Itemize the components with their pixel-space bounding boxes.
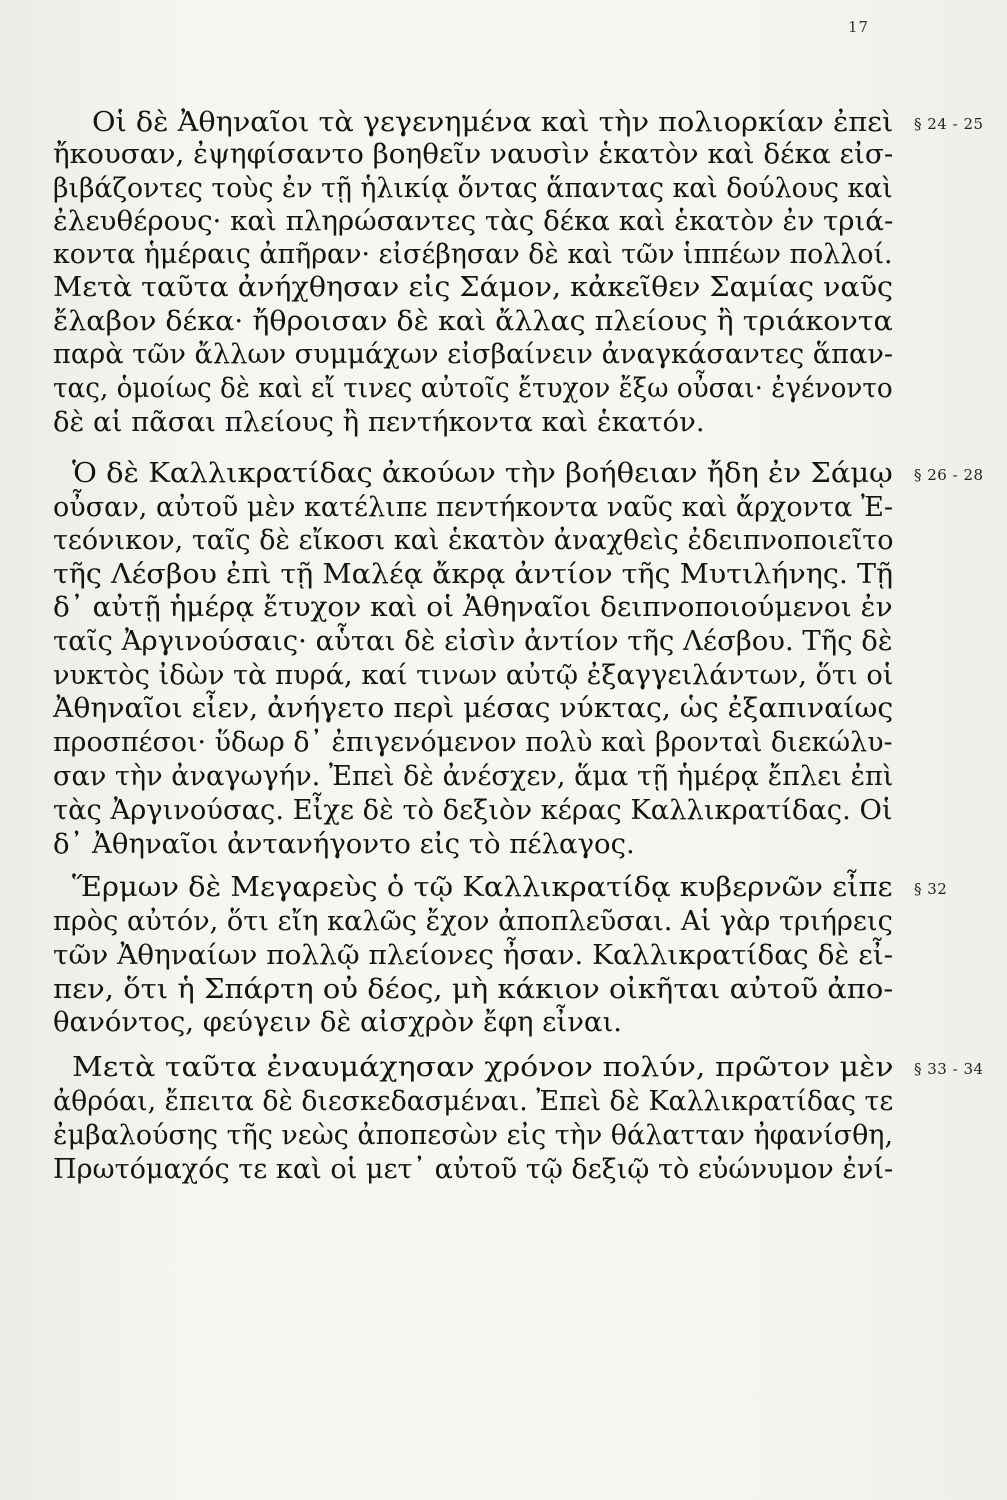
text-line: Ἕρμων δὲ Μεγαρεὺς ὁ τῷ Καλλικρατίδᾳ κυβερνῶν εἶπε [72,871,893,903]
text-line: σαν τὴν ἀναγωγήν. Ἐπεὶ δὲ ἀνέσχεν, ἅμα τῇ ἡμέρᾳ ἔπλει ἐπὶ [53,760,894,792]
text-line: ἐλευθέρους· καὶ πληρώσαντες τὰς δέκα καὶ ἑκατὸν ἐν τριά- [53,205,894,237]
section-reference: § 26 - 28 [914,466,984,484]
text-line: Μετὰ ταῦτα ἐναυμάχησαν χρόνον πολύν, πρῶτον μὲν [72,1051,894,1083]
text-line: βιβάζοντες τοὺς ἐν τῇ ἡλικίᾳ ὄντας ἅπαντας καὶ δούλους καὶ [53,172,893,204]
text-line: τεόνικον, ταῖς δὲ εἴκοσι καὶ ἑκατὸν ἀναχθεὶς ἐδειπνοποιεῖτο [53,524,894,556]
text-line: πρὸς αὐτόν, ὅτι εἴη καλῶς ἔχον ἀποπλεῦσαι. Αἱ γὰρ τριήρεις [53,905,893,937]
text-line: Ἀθηναῖοι εἶεν, ἀνήγετο περὶ μέσας νύκτας, ὡς ἐξαπιναίως [53,692,894,724]
text-line: δ᾽ Ἀθηναῖοι ἀντανήγοντο εἰς τὸ πέλαγος. [53,828,635,860]
section-reference: § 32 [914,880,948,898]
text-line: νυκτὸς ἰδὼν τὰ πυρά, καί τινων αὐτῷ ἐξαγγειλάντων, ὅτι οἱ [53,659,894,691]
text-line: τὰς Ἀργινούσας. Εἶχε δὲ τὸ δεξιὸν κέρας Καλλικρατίδας. Οἱ [53,794,893,826]
text-line: προσπέσοι· ὕδωρ δ᾽ ἐπιγενόμενον πολὺ καὶ βρονταὶ διεκώλυ- [53,726,893,758]
text-line: δὲ αἱ πᾶσαι πλείους ἢ πεντήκοντα καὶ ἑκατόν. [53,406,705,438]
text-line: ταῖς Ἀργινούσαις· αὗται δὲ εἰσὶν ἀντίον τῆς Λέσβου. Τῆς δὲ [53,625,893,657]
text-line: πεν, ὅτι ἡ Σπάρτη οὐ δέος, μὴ κάκιον οἰκῆται αὐτοῦ ἀπο- [53,973,894,1005]
text-line: τας, ὁμοίως δὲ καὶ εἴ τινες αὐτοῖς ἔτυχον ἔξω οὖσαι· ἐγένοντο [53,372,893,404]
text-line: τῶν Ἀθηναίων πολλῷ πλείονες ἦσαν. Καλλικρατίδας δὲ εἶ- [53,939,894,971]
text-line: οὖσαν, αὐτοῦ μὲν κατέλιπε πεντήκοντα ναῦς καὶ ἄρχοντα Ἐ- [53,491,894,523]
text-line: Πρωτόμαχός τε καὶ οἱ μετ᾽ αὐτοῦ τῷ δεξιῷ τὸ εὐώνυμον ἐνί- [53,1153,894,1185]
text-line: Οἱ δὲ Ἀθηναῖοι τὰ γεγενημένα καὶ τὴν πολιορκίαν ἐπεὶ [92,106,894,138]
text-line: ἀθρόαι, ἔπειτα δὲ διεσκεδασμέναι. Ἐπεὶ δὲ Καλλικρατίδας τε [53,1085,894,1117]
text-line: κοντα ἡμέραις ἀπῆραν· εἰσέβησαν δὲ καὶ τῶν ἱππέων πολλοί. [53,238,893,270]
page-number: 17 [848,18,870,36]
text-line: ἐμβαλούσης τῆς νεὼς ἀποπεσὼν εἰς τὴν θάλατταν ἠφανίσθη, [53,1119,894,1151]
text-line: Ὁ δὲ Καλλικρατίδας ἀκούων τὴν βοήθειαν ἤδη ἐν Σάμῳ [72,457,893,489]
text-line: τῆς Λέσβου ἐπὶ τῇ Μαλέᾳ ἄκρᾳ ἀντίον τῆς Μυτιλήνης. Τῇ [53,558,894,590]
text-line: Μετὰ ταῦτα ἀνήχθησαν εἰς Σάμον, κἀκεῖθεν Σαμίας ναῦς [53,271,894,303]
text-line: δ᾽ αὐτῇ ἡμέρᾳ ἔτυχον καὶ οἱ Ἀθηναῖοι δειπνοποιούμενοι ἐν [53,591,893,623]
section-reference: § 33 - 34 [914,1060,984,1078]
text-line: παρὰ τῶν ἄλλων συμμάχων εἰσβαίνειν ἀναγκάσαντες ἅπαν- [53,338,894,370]
text-line: θανόντος, φεύγειν δὲ αἰσχρὸν ἔφη εἶναι. [53,1006,623,1038]
text-line: ἤκουσαν, ἐψηφίσαντο βοηθεῖν ναυσὶν ἑκατὸν καὶ δέκα εἰσ- [53,138,894,170]
section-reference: § 24 - 25 [914,115,984,133]
text-line: ἔλαβον δέκα· ἤθροισαν δὲ καὶ ἄλλας πλείους ἢ τριάκοντα [53,305,893,337]
